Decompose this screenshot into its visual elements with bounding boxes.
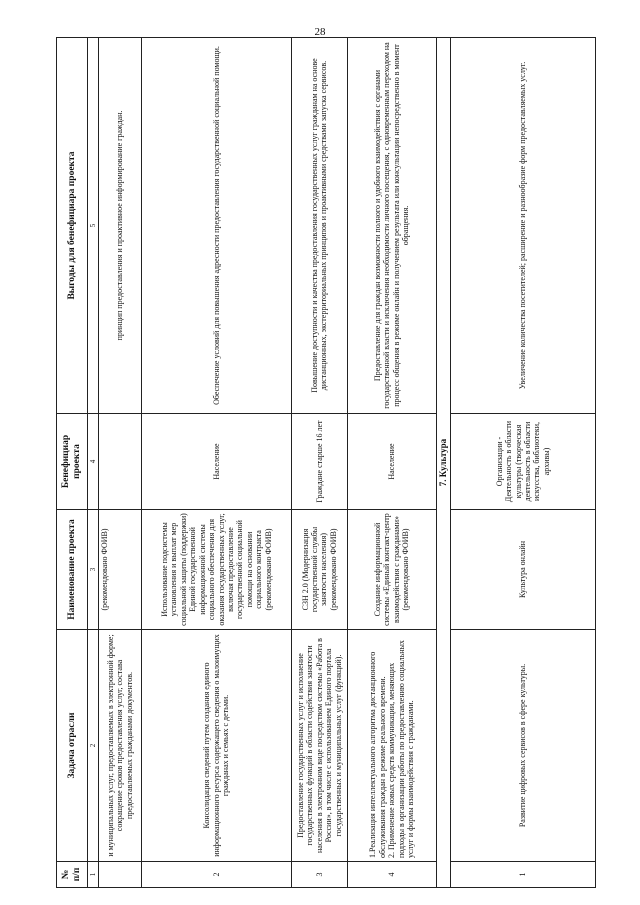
row-beneficiary — [98, 414, 142, 510]
row-num — [98, 862, 142, 888]
row-benefits: Обеспечение условий для повышения адресности предоставления государственной социальной помощи. — [142, 38, 292, 414]
column-index: 1 — [88, 862, 98, 888]
row-project: (рекомендовано ФОИВ) — [98, 510, 142, 630]
row-num: 1 — [451, 862, 596, 888]
row-num: 4 — [347, 862, 436, 888]
table-row — [451, 38, 596, 888]
header-num: № п/п — [57, 862, 88, 888]
header-task: Задача отрасли — [57, 630, 88, 862]
table-header-row — [57, 38, 88, 888]
table-row — [347, 38, 436, 888]
column-index: 4 — [88, 414, 98, 510]
row-project: Культура онлайн — [451, 510, 596, 630]
row-num: 2 — [142, 862, 292, 888]
table-row — [292, 38, 348, 888]
row-task: Развитие цифровых сервисов в сфере культуры. — [451, 630, 596, 862]
row-task: Консолидация сведений путем создания единого информационного ресурса содержащего сведения о малоимущих гражданах и семьях с детьми. — [142, 630, 292, 862]
row-beneficiary: Население — [347, 414, 436, 510]
table-row — [142, 38, 292, 888]
header-benefits: Выгоды для бенефициара проекта — [57, 38, 88, 414]
row-beneficiary: Граждане старше 16 лет — [292, 414, 348, 510]
row-benefits: принцип предоставления и проактивное информирование граждан. — [98, 38, 142, 414]
row-project: СЗН 2.0 (Модернизация государственной службы занятости населения) (рекомендовано ФОИВ) — [292, 510, 348, 630]
row-benefits: Повышение доступности и качества предоставления государственных услуг гражданам на основе дистанционных, экстерриториальных принципов и проактивными средствами запуска сервисов. — [292, 38, 348, 414]
column-index: 3 — [88, 510, 98, 630]
row-task: и муниципальных услуг, предоставляемых в электронной форме; сокращение сроков предоставления услуг, состава предоставляемых гражданами документов. — [98, 630, 142, 862]
column-index: 5 — [88, 38, 98, 414]
table-row — [98, 38, 142, 888]
header-beneficiary: Бенефициар проекта — [57, 414, 88, 510]
row-beneficiary: Население — [142, 414, 292, 510]
section-title: 7. Культура — [436, 38, 450, 888]
row-num: 3 — [292, 862, 348, 888]
section-row — [436, 38, 450, 888]
column-index: 2 — [88, 630, 98, 862]
projects-table — [56, 37, 596, 888]
row-benefits: Предоставление для граждан возможности полного и удобного взаимодействия с органами государственной власти и исключения необходимости личного посещения, с одновременным переходом на процесс общения в режиме онлайн и получением результата или консультации непосредственно в момент обращения. — [347, 38, 436, 414]
row-benefits: Увеличение количества посетителей; расширение и разнообразие форм предоставляемых услуг. — [451, 38, 596, 414]
row-task: Предоставление государственных услуг и исполнение государственных функций в области содействия занятости населения в электронном виде посредством системы «Работа в России», в том числе с использованием Единого портала государственных и муниципальных услуг (функций). — [292, 630, 348, 862]
row-project: Создание информационной системы «Единый контакт-центр взаимодействия с гражданами» (рекомендовано ФОИВ) — [347, 510, 436, 630]
rotated-table-wrapper — [56, 38, 596, 888]
header-project: Наименование проекта — [57, 510, 88, 630]
row-task: 1.Реализация интеллектуального алгоритма дистанционного обслуживания граждан в режиме реального времени. 2. Применение новых средств коммуникации, меняющих подходы в организации работы по предоставлению социальных услуг и формы взаимодействия с гражданами. — [347, 630, 436, 862]
column-index-row — [88, 38, 98, 888]
row-beneficiary: Организации - Деятельность в области культуры (творческая деятельность в области искусства, библиотеки, архивы) — [451, 414, 596, 510]
row-project: Использование подсистемы установления и выплат мер социальной защиты (поддержки) Единой государственной информационной системы социального обеспечения для оказания государственных услуг, включая предоставление государственной социальной помощи на основании социального контракта (рекомендовано ФОИВ) — [142, 510, 292, 630]
page-number: 28 — [314, 26, 326, 38]
